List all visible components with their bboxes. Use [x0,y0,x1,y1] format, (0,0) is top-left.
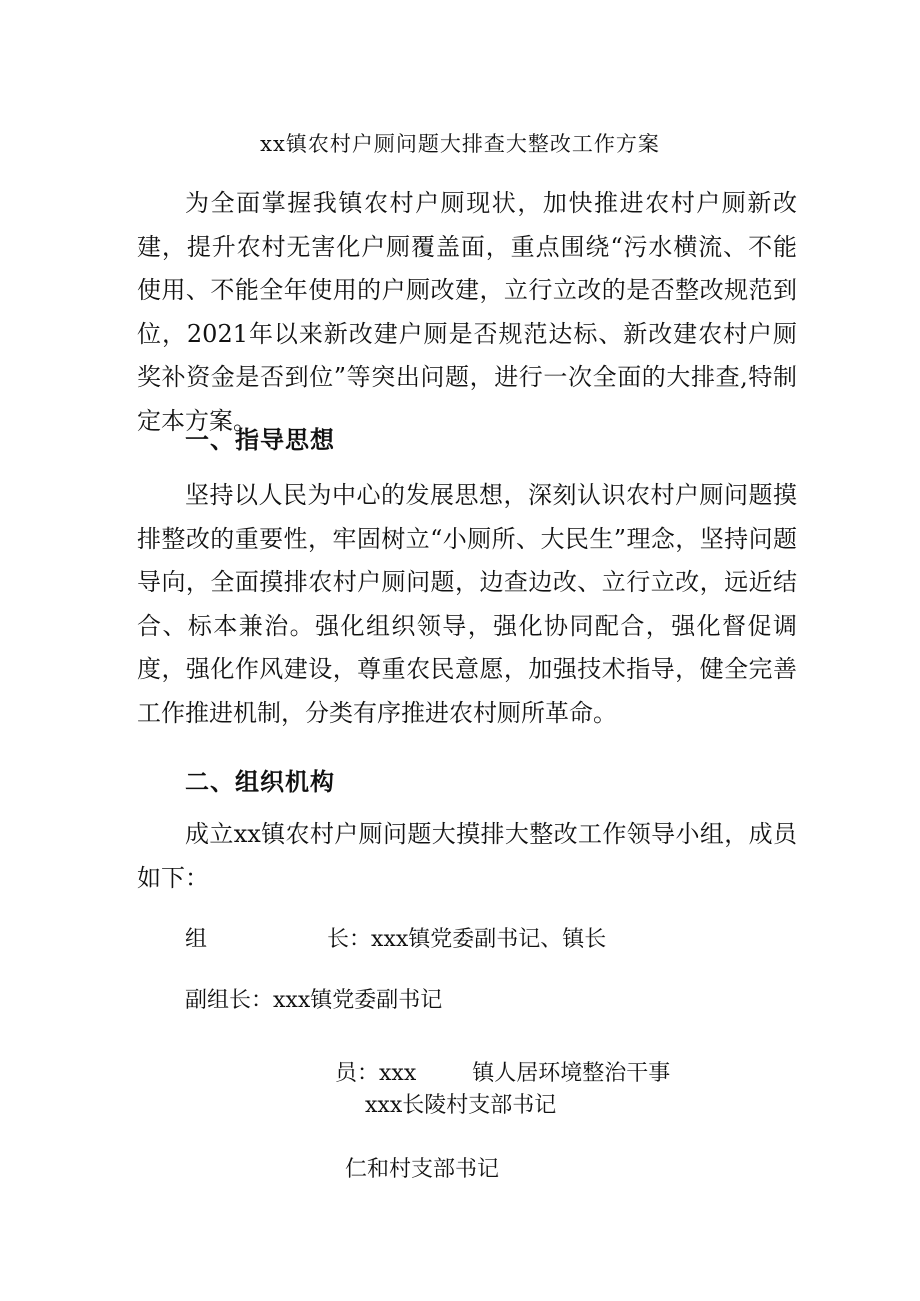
leader-label-part-2: 长： [327,927,372,952]
member-label: 员： [335,1061,380,1086]
deputy-leader-line [185,983,442,1014]
deputy-label: 副组长： [185,988,274,1013]
section-1-body: 坚持以人民为中心的发展思想，深刻认识农村户厕问题摸排整改的重要性，牢固树立“小厕所、大民生”理念，坚持问题导向，全面摸排农村户厕问题，边查边改、立行立改，远近结合、标本兼治。强化组织领导，强化协同配合，强化督促调度，强化作风建设，尊重农民意愿，加强技术指导，健全完善工作推进机制，分类有序推进农村厕所革命。 [137,481,797,727]
leader-line [185,922,606,953]
member-line-1 [335,1056,670,1087]
intro-paragraph: 为全面掌握我镇农村户厕现状，加快推进农村户厕新改建，提升农村无害化户厕覆盖面，重点围绕“污水横流、不能使用、不能全年使用的户厕改建，立行立改的是否整改规范到位，2021年以来新改建户厕是否规范达标、新改建农村户厕奖补资金是否到位”等突出问题，进行一次全面的大排查,特制定本方案。 [137,189,797,435]
member-1-role: 镇人居环境整治干事 [472,1061,671,1086]
leader-value: xxx镇党委副书记、镇长 [371,927,607,952]
member-line-3: 仁和村支部书记 [345,1157,500,1182]
section-1-heading: 一、指导思想 [185,425,335,454]
leader-label-part-1: 组 [185,927,208,952]
section-2-body: 成立xx镇农村户厕问题大摸排大整改工作领导小组，成员如下： [137,820,797,892]
member-1-name: xxx [379,1061,417,1086]
deputy-value: xxx镇党委副书记 [273,988,443,1013]
section-2-heading: 二、组织机构 [185,767,335,796]
member-line-2: xxx长陵村支部书记 [365,1093,557,1118]
document-title: xx镇农村户厕问题大排查大整改工作方案 [260,132,660,156]
